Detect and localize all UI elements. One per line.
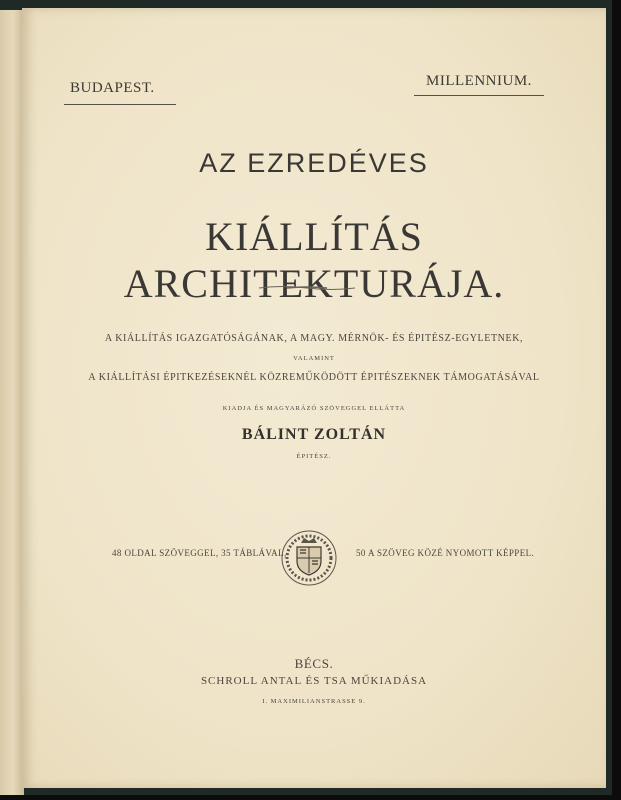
- imprint-address: I. MAXIMILIANSTRASSE 9.: [262, 698, 366, 705]
- author-name: BÁLINT ZOLTÁN: [241, 426, 387, 443]
- header-left: BUDAPEST.: [70, 80, 155, 96]
- subtitle-line-3: A KIÁLLÍTÁSI ÉPITKEZÉSEKNÉL KÖZREMŰKÖDÖTT ÉPITÉSZEKNEK TÁMOGATÁSÁVAL: [88, 372, 540, 383]
- header-right-rule: [414, 95, 544, 96]
- crest-emblem-icon: [278, 527, 340, 589]
- contents-right: 50 A SZÖVEG KÖZÉ NYOMOTT KÉPPEL.: [356, 548, 535, 558]
- header-left-rule: [64, 104, 176, 105]
- imprint-city: BÉCS.: [294, 656, 334, 671]
- imprint-publisher: SCHROLL ANTAL ÉS TSA MŰKIADÁSA: [200, 675, 428, 687]
- subtitle-line-4: KIADJA ÉS MAGYARÁZÓ SZÖVEGGEL ELLÁTTA: [222, 405, 406, 412]
- ornamental-rule: [257, 284, 357, 292]
- title-line-2: KIÁLLÍTÁS ARCHITEKTURÁJA.: [123, 214, 505, 306]
- title-line-1: AZ EZREDÉVES: [199, 148, 429, 178]
- header-right: MILLENNIUM.: [426, 73, 532, 89]
- title-page: [22, 8, 606, 788]
- book-spine-edge: [0, 10, 24, 795]
- subtitle-line-2: VALAMINT: [293, 355, 335, 362]
- subtitle-line-1: A KIÁLLÍTÁS IGAZGATÓSÁGÁNAK, A MAGY. MÉRNÖK- ÉS ÉPITÉSZ-EGYLETNEK,: [104, 333, 524, 344]
- contents-left: 48 OLDAL SZÖVEGGEL, 35 TÁBLÁVAL,: [112, 548, 287, 558]
- author-role: ÉPITÉSZ.: [296, 453, 332, 460]
